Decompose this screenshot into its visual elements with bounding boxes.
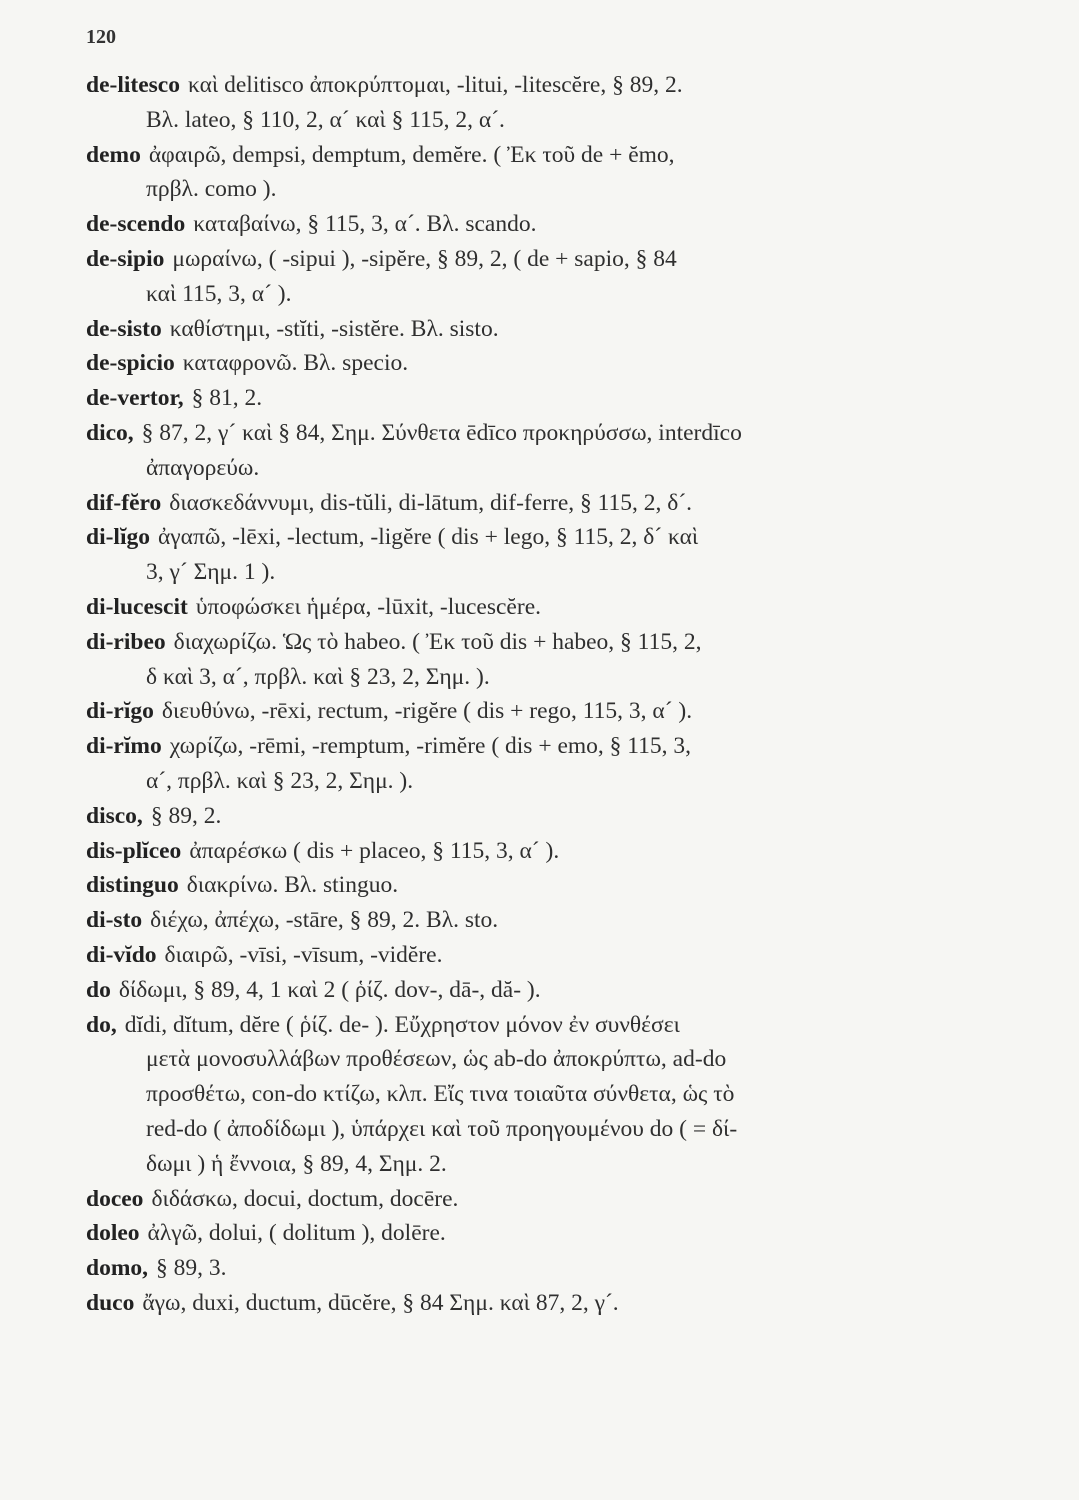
entry-headword: doceo (86, 1185, 144, 1212)
entry-headword: duco (86, 1289, 135, 1316)
entry-headword: demo (86, 141, 141, 168)
entry-continuation: μετὰ μονοσυλλάβων προθέσεων, ὡς ab-do ἀποκρύπτω, ad-do (146, 1046, 727, 1073)
dictionary-entry (86, 416, 986, 486)
entry-definition: ὑποφώσκει ἡμέρα, -lūxit, -lucescĕre. (195, 593, 541, 620)
entry-headword: dis-plĭceo (86, 837, 182, 864)
entry-headword: di-rĭmo (86, 733, 162, 760)
dictionary-entry (86, 381, 986, 416)
entry-headword: distinguo (86, 872, 179, 899)
entry-definition: χωρίζω, -rēmi, -remptum, -rimĕre ( dis + emo, § 115, 3, (169, 733, 692, 760)
entry-definition: § 89, 3. (156, 1255, 227, 1282)
entry-continuation: δ καὶ 3, α´, πρβλ. καὶ § 23, 2, Σημ. ). (146, 663, 490, 690)
dictionary-entry (86, 868, 986, 903)
dictionary-entry (86, 973, 986, 1008)
dictionary-entry (86, 729, 986, 799)
entry-definition: dĭdi, dĭtum, dĕre ( ῥίζ. de- ). Εὔχρηστον μόνον ἐν συνθέσει (124, 1011, 680, 1038)
entry-definition: καὶ delitisco ἀποκρύπτομαι, -litui, -litescĕre, § 89, 2. (187, 72, 683, 98)
entry-definition: διαιρῶ, -vīsi, -vīsum, -vidĕre. (164, 941, 443, 968)
entry-continuation: red-do ( ἀποδίδωμι ), ὑπάρχει καὶ τοῦ προηγουμένου do ( = δί- (146, 1115, 738, 1142)
page-number: 120 (86, 26, 116, 48)
entry-headword: dico, (86, 419, 134, 446)
entry-definition: διδάσκω, docui, doctum, docēre. (151, 1185, 459, 1212)
entry-definition: ἄγω, duxi, ductum, dūcĕre, § 84 Σημ. καὶ 87, 2, γ´. (142, 1289, 619, 1316)
entry-headword: di-ribeo (86, 628, 166, 655)
dictionary-entry (86, 312, 986, 347)
dictionary-entry (86, 486, 986, 521)
entry-headword: di-sto (86, 907, 143, 934)
entry-headword: de-sipio (86, 245, 165, 272)
entry-headword: de-scendo (86, 211, 186, 238)
entry-continuation: προσθέτω, con-do κτίζω, κλπ. Εἴς τινα τοιαῦτα σύνθετα, ὡς τὸ (146, 1081, 735, 1108)
entry-headword: de-vertor, (86, 385, 184, 412)
dictionary-entry (86, 242, 986, 312)
entry-definition: ἀγαπῶ, -lēxi, -lectum, -ligĕre ( dis + lego, § 115, 2, δ´ καὶ (157, 524, 699, 551)
dictionary-entry (86, 694, 986, 729)
dictionary-entry (86, 68, 986, 138)
entry-headword: do (86, 976, 111, 1003)
entry-list (86, 68, 986, 1321)
dictionary-entry (86, 1286, 986, 1321)
dictionary-entry (86, 1251, 986, 1286)
dictionary-entry (86, 346, 986, 381)
dictionary-entry (86, 625, 986, 695)
entry-continuation: δωμι ) ἡ ἔννοια, § 89, 4, Σημ. 2. (146, 1150, 447, 1177)
entry-headword: dif-fĕro (86, 489, 162, 516)
entry-headword: doleo (86, 1220, 140, 1247)
dictionary-entry (86, 903, 986, 938)
dictionary-entry (86, 520, 986, 590)
entry-headword: di-vĭdo (86, 941, 157, 968)
dictionary-entry (86, 799, 986, 834)
entry-continuation: ἀπαγορεύω. (146, 454, 260, 481)
dictionary-entry (86, 138, 986, 208)
entry-definition: ἀπαρέσκω ( dis + placeo, § 115, 3, α´ ). (189, 837, 560, 864)
entry-definition: καθίστημι, -stĭti, -sistĕre. Βλ. sisto. (169, 315, 499, 342)
entry-definition: καταβαίνω, § 115, 3, α´. Βλ. scando. (193, 211, 537, 238)
entry-headword: di-lucescit (86, 593, 188, 620)
entry-headword: domo, (86, 1255, 149, 1282)
entry-definition: καταφρονῶ. Βλ. specio. (182, 350, 409, 377)
dictionary-entry (86, 938, 986, 973)
entry-headword: de-litesco (86, 72, 180, 98)
entry-headword: de-sisto (86, 315, 162, 342)
entry-definition: διαχωρίζω. Ὡς τὸ habeo. ( Ἐκ τοῦ dis + habeo, § 115, 2, (173, 628, 702, 655)
dictionary-entry (86, 834, 986, 869)
entry-definition: § 89, 2. (150, 802, 222, 829)
entry-headword: disco, (86, 802, 143, 829)
entry-continuation: α´, πρβλ. καὶ § 23, 2, Σημ. ). (146, 767, 414, 794)
dictionary-entry (86, 1008, 986, 1182)
dictionary-entry (86, 1182, 986, 1217)
entry-continuation: καὶ 115, 3, α´ ). (146, 280, 292, 307)
entry-definition: § 87, 2, γ´ καὶ § 84, Σημ. Σύνθετα ēdīco προκηρύσσω, interdīco (141, 419, 742, 446)
entry-continuation: πρβλ. como ). (146, 176, 277, 203)
entry-definition: μωραίνω, ( -sipui ), -sipĕre, § 89, 2, ( de + sapio, § 84 (172, 245, 677, 272)
entry-definition: δίδωμι, § 89, 4, 1 καὶ 2 ( ῥίζ. dov-, dā-, dă- ). (118, 976, 541, 1003)
entry-definition: ἀφαιρῶ, dempsi, demptum, demĕre. ( Ἐκ τοῦ de + ĕmo, (148, 141, 675, 168)
dictionary-entry (86, 590, 986, 625)
entry-continuation: Βλ. lateo, § 110, 2, α´ καὶ § 115, 2, α´. (146, 106, 505, 133)
entry-definition: διακρίνω. Βλ. stinguo. (186, 872, 399, 899)
entry-definition: διευθύνω, -rēxi, rectum, -rigĕre ( dis + rego, 115, 3, α´ ). (161, 698, 693, 725)
entry-definition: διασκεδάννυμι, dis-tŭli, di-lātum, dif-ferre, § 115, 2, δ´. (169, 489, 693, 516)
entry-headword: di-rĭgo (86, 698, 154, 725)
entry-headword: di-lĭgo (86, 524, 150, 551)
dictionary-entry (86, 207, 986, 242)
entry-headword: de-spicio (86, 350, 175, 377)
entry-definition: διέχω, ἀπέχω, -stāre, § 89, 2. Βλ. sto. (150, 907, 499, 934)
entry-definition: § 81, 2. (191, 385, 263, 412)
entry-definition: ἀλγῶ, dolui, ( dolitum ), dolēre. (147, 1220, 446, 1247)
entry-headword: do, (86, 1011, 117, 1038)
dictionary-entry (86, 1216, 986, 1251)
entry-continuation: 3, γ´ Σημ. 1 ). (146, 559, 276, 586)
